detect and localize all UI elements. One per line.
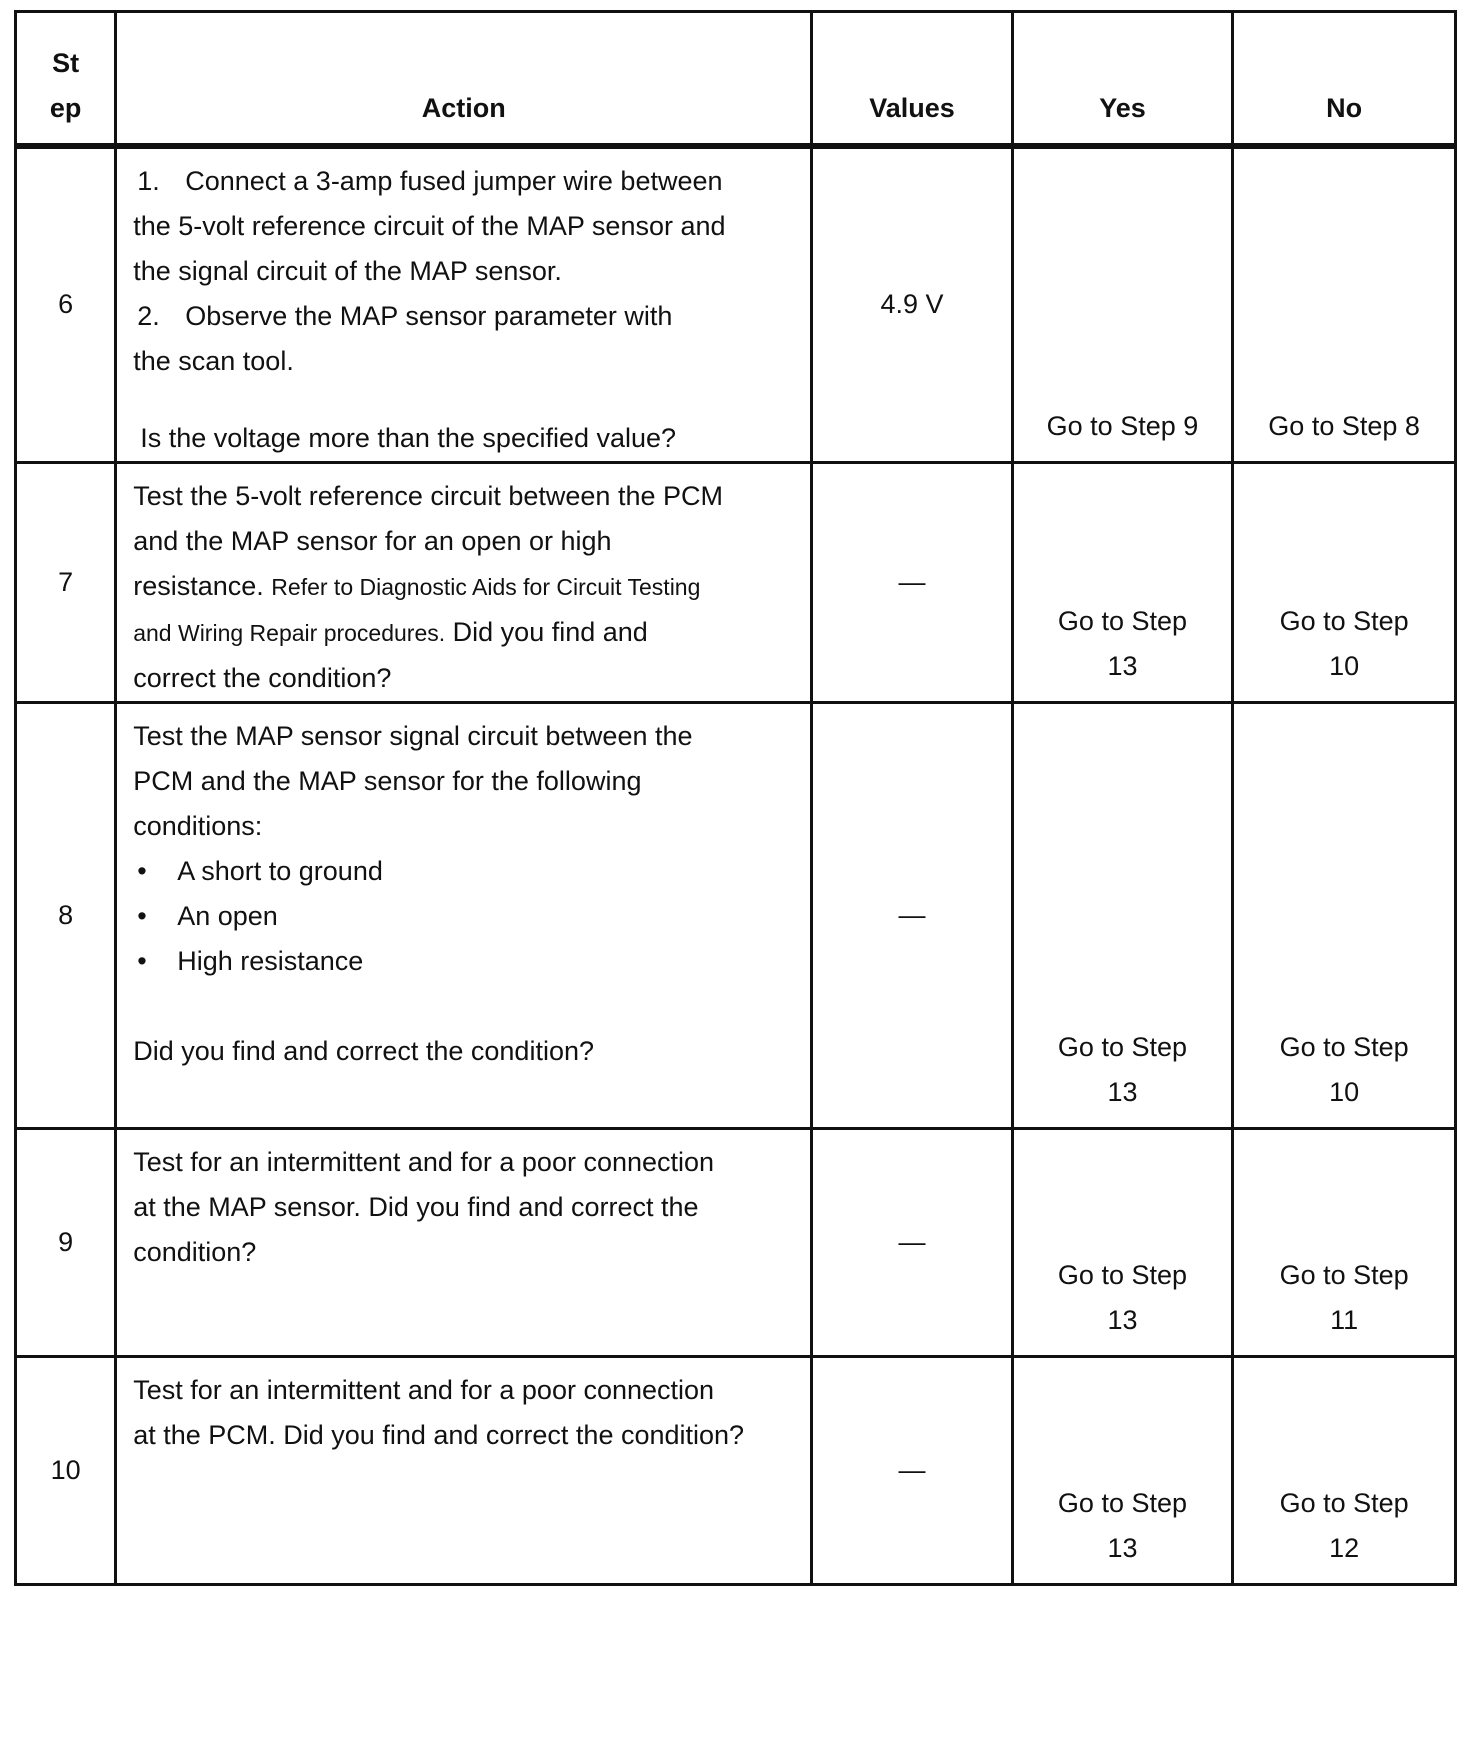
diagnostic-table-container [14, 10, 1457, 1586]
header-action: Action [116, 12, 812, 146]
action-line: at the PCM. Did you find and correct the condition? [133, 1419, 745, 1450]
action-line: and the MAP sensor for an open or high [133, 525, 612, 556]
header-no: No [1233, 12, 1456, 146]
action-line: conditions: [133, 810, 263, 841]
action-line: the 5-volt reference circuit of the MAP sensor and [133, 210, 726, 241]
no-cell: Go to Step 10 [1233, 462, 1456, 702]
yes-cell: Go to Step 13 [1012, 702, 1233, 1128]
action-cell [116, 1356, 812, 1584]
action-line: PCM and the MAP sensor for the following [133, 765, 642, 796]
table-row-step-7 [16, 462, 1456, 702]
action-cell [116, 462, 812, 702]
action-question: Did you find and correct the condition? [133, 1035, 594, 1066]
action-cell [116, 146, 812, 463]
action-line: at the MAP sensor. Did you find and correct the [133, 1191, 699, 1222]
table-row-step-6 [16, 146, 1456, 463]
step-number: 9 [16, 1128, 116, 1356]
bullet-item: • An open [137, 900, 278, 931]
value-cell: — [812, 1356, 1012, 1584]
header-row [16, 12, 1456, 146]
yes-cell: Go to Step 13 [1012, 1128, 1233, 1356]
step-number: 7 [16, 462, 116, 702]
action-line: correct the condition? [133, 662, 392, 693]
action-line: and Wiring Repair procedures. Did you find and [133, 616, 648, 647]
action-line: the signal circuit of the MAP sensor. [133, 255, 562, 286]
action-line: 2. Observe the MAP sensor parameter with [137, 300, 673, 331]
action-line: resistance. Refer to Diagnostic Aids for Circuit Testing [133, 570, 701, 601]
action-line: Test the MAP sensor signal circuit between the [133, 720, 693, 751]
table-row-step-10 [16, 1356, 1456, 1584]
no-cell: Go to Step 12 [1233, 1356, 1456, 1584]
yes-cell: Go to Step 13 [1012, 1356, 1233, 1584]
yes-cell: Go to Step 9 [1012, 146, 1233, 463]
value-cell: 4.9 V [812, 146, 1012, 463]
action-line: Test the 5-volt reference circuit between the PCM [133, 480, 723, 511]
action-cell [116, 1128, 812, 1356]
diagnostic-table [14, 10, 1457, 1586]
no-cell: Go to Step 10 [1233, 702, 1456, 1128]
action-line: Test for an intermittent and for a poor connection [133, 1374, 715, 1405]
no-cell: Go to Step 8 [1233, 146, 1456, 463]
action-question: Is the voltage more than the specified value? [140, 422, 677, 453]
table-row-step-9 [16, 1128, 1456, 1356]
action-line: condition? [133, 1236, 257, 1267]
table-row-step-8 [16, 702, 1456, 1128]
header-yes: Yes [1012, 12, 1233, 146]
step-number: 6 [16, 146, 116, 463]
header-values: Values [812, 12, 1012, 146]
bullet-item: • A short to ground [137, 855, 383, 886]
step-number: 10 [16, 1356, 116, 1584]
value-cell: — [812, 462, 1012, 702]
no-cell: Go to Step 11 [1233, 1128, 1456, 1356]
bullet-item: • High resistance [137, 945, 364, 976]
action-line: 1. Connect a 3-amp fused jumper wire between [137, 165, 723, 196]
action-line: Test for an intermittent and for a poor connection [133, 1146, 715, 1177]
value-cell: — [812, 1128, 1012, 1356]
step-number: 8 [16, 702, 116, 1128]
yes-cell: Go to Step 13 [1012, 462, 1233, 702]
value-cell: — [812, 702, 1012, 1128]
action-line: the scan tool. [133, 345, 294, 376]
header-step: St ep [16, 12, 116, 146]
action-cell [116, 702, 812, 1128]
